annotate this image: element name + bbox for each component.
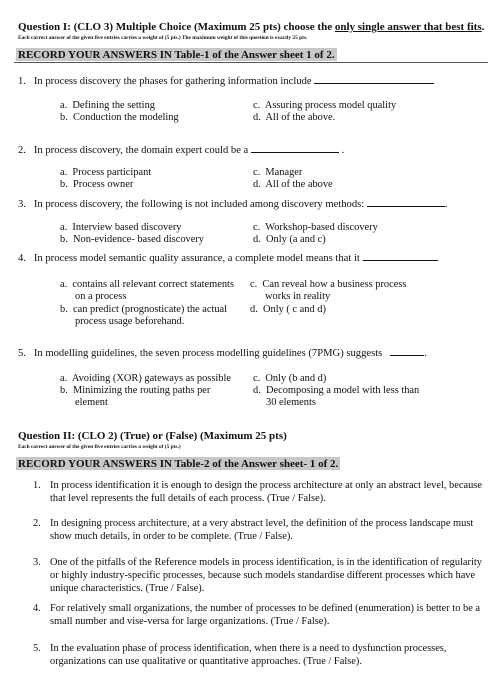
option-b xyxy=(60,179,133,190)
option-a xyxy=(60,222,181,233)
question-text: In process discovery, the domain expert could be a xyxy=(33,145,249,156)
option-text: Conduction the modeling xyxy=(73,112,179,123)
option-a xyxy=(60,167,151,178)
question-number: 2. xyxy=(18,145,26,156)
option-d xyxy=(253,385,419,396)
question-text: In process discovery the phases for gathering information include xyxy=(33,76,312,87)
option-letter: d. xyxy=(253,112,261,123)
title-underlined: only single answer that best fits xyxy=(334,21,482,33)
option-text: can predict (prognosticate) the actual xyxy=(73,304,228,315)
answer-blank xyxy=(251,143,339,153)
option-d xyxy=(253,179,333,190)
option-letter: a. xyxy=(60,222,68,233)
tf-item-5: In the evaluation phase of process identification, when there is a need to dysfunction processes, organizations can use qualitative or quantitative approaches. (True / False). xyxy=(50,643,447,667)
tf-item-3: One of the pitfalls of the Reference models in process identification, is in the identification of regularity or highly industry-specific processes, because such models standardise different processes which have unique characteristics. (True / False). xyxy=(50,557,482,594)
option-letter: d. xyxy=(253,234,261,245)
option-b-cont: element xyxy=(75,397,108,408)
title-end: . xyxy=(481,21,485,33)
option-text: Only (a and c) xyxy=(266,234,326,245)
answer-blank xyxy=(314,74,434,84)
option-letter: b. xyxy=(60,385,68,396)
record-banner-1: RECORD YOUR ANSWERS IN Table-1 of the Answer sheet 1 of 2. xyxy=(18,49,335,61)
option-letter: a. xyxy=(60,373,68,384)
answer-blank xyxy=(363,251,437,261)
option-text: Interview based discovery xyxy=(72,222,182,233)
option-text: Process owner xyxy=(73,179,134,190)
option-d-cont: 30 elements xyxy=(266,397,316,408)
option-text: All of the above xyxy=(265,179,333,190)
option-b xyxy=(60,304,227,315)
answer-blank xyxy=(367,197,445,207)
option-c xyxy=(253,222,378,233)
tf-number: 4. xyxy=(33,603,41,614)
question-number: 3. xyxy=(18,199,26,210)
tf-number: 3. xyxy=(33,557,41,568)
question-4 xyxy=(18,251,439,264)
question-end: . xyxy=(444,199,448,210)
question-number: 1. xyxy=(18,76,26,87)
question-1-title xyxy=(18,21,484,33)
option-text: Decomposing a model with less than xyxy=(266,385,420,396)
option-letter: b. xyxy=(60,112,68,123)
option-letter: a. xyxy=(60,279,68,290)
question-text: In process discovery, the following is not included among discovery methods: xyxy=(33,199,365,210)
option-c xyxy=(250,279,406,290)
question-5 xyxy=(18,346,427,359)
question-2-subtitle: Each correct answer of the given five entries carries a weight of (5 pts.) xyxy=(18,444,181,450)
tf-item-1: In process identification it is enough to design the process architecture at only an abstract level, because that level represents the full details of each process. (True / False). xyxy=(50,480,482,504)
option-a xyxy=(60,100,155,111)
option-text: Minimizing the routing paths per xyxy=(73,385,211,396)
option-text: Assuring process model quality xyxy=(264,100,397,111)
question-number: 4. xyxy=(18,253,26,264)
option-d xyxy=(253,234,326,245)
option-b xyxy=(60,234,204,245)
option-text: Defining the setting xyxy=(72,100,155,111)
option-d xyxy=(250,304,326,315)
question-end: . xyxy=(341,145,345,156)
option-text: contains all relevant correct statements xyxy=(72,279,234,290)
question-text: In modelling guidelines, the seven process modelling guidelines (7PMG) suggests xyxy=(33,348,383,359)
divider xyxy=(14,62,488,63)
option-b-cont: process usage beforehand. xyxy=(75,316,185,327)
option-letter: c. xyxy=(253,373,261,384)
tf-item-2: In designing process architecture, at a very abstract level, the definition of the process landscape must show much details, in order to be complete. (True / False). xyxy=(50,518,474,542)
option-text: Workshop-based discovery xyxy=(265,222,378,233)
option-b xyxy=(60,112,179,123)
option-a-cont: on a process xyxy=(75,291,127,302)
option-text: All of the above. xyxy=(265,112,336,123)
option-letter: a. xyxy=(60,167,68,178)
option-d xyxy=(253,112,335,123)
question-number: 5. xyxy=(18,348,26,359)
question-3 xyxy=(18,197,448,210)
option-a xyxy=(60,373,231,384)
option-letter: b. xyxy=(60,304,68,315)
option-text: Manager xyxy=(265,167,303,178)
option-letter: d. xyxy=(253,385,261,396)
option-text: Can reveal how a business process xyxy=(262,279,407,290)
option-text: Only (b and d) xyxy=(265,373,327,384)
question-1-subtitle: Each correct answer of the given five entries carries a weight of (5 pts.) The maximum weight of this question is exactly 25 pts. xyxy=(18,35,308,41)
option-c xyxy=(253,100,396,111)
option-text: Process participant xyxy=(72,167,152,178)
answer-blank xyxy=(390,346,424,356)
option-text: Avoiding (XOR) gateways as possible xyxy=(71,373,231,384)
option-letter: b. xyxy=(60,179,68,190)
option-b xyxy=(60,385,210,396)
option-c xyxy=(253,167,302,178)
option-letter: b. xyxy=(60,234,68,245)
tf-number: 1. xyxy=(33,480,41,491)
record-banner-2: RECORD YOUR ANSWERS IN Table-2 of the Answer sheet- 1 of 2. xyxy=(18,458,339,470)
option-letter: c. xyxy=(253,222,261,233)
question-2 xyxy=(18,143,344,156)
option-letter: c. xyxy=(250,279,258,290)
tf-number: 2. xyxy=(33,518,41,529)
title-text: Question I: (CLO 3) Multiple Choice (Maximum 25 pts) choose the xyxy=(18,21,335,33)
option-text: Non-evidence- based discovery xyxy=(73,234,204,245)
option-letter: d. xyxy=(253,179,261,190)
option-letter: d. xyxy=(250,304,258,315)
tf-number: 5. xyxy=(33,643,41,654)
question-end: . xyxy=(436,253,440,264)
question-1 xyxy=(18,74,434,87)
tf-item-4: For relatively small organizations, the number of processes to be defined (enumeration) is better to be a small number and vise-versa for large organizations. (True / False). xyxy=(50,603,481,627)
option-c-cont: works in reality xyxy=(265,291,331,302)
option-letter: a. xyxy=(60,100,68,111)
option-a xyxy=(60,279,234,290)
question-2-title: Question II: (CLO 2) (True) or (False) (Maximum 25 pts) xyxy=(18,430,287,442)
question-text: In process model semantic quality assurance, a complete model means that it xyxy=(33,253,360,264)
option-c xyxy=(253,373,326,384)
option-text: Only ( c and d) xyxy=(263,304,326,315)
question-end: . xyxy=(424,348,427,359)
option-letter: c. xyxy=(253,167,261,178)
option-letter: c. xyxy=(253,100,261,111)
